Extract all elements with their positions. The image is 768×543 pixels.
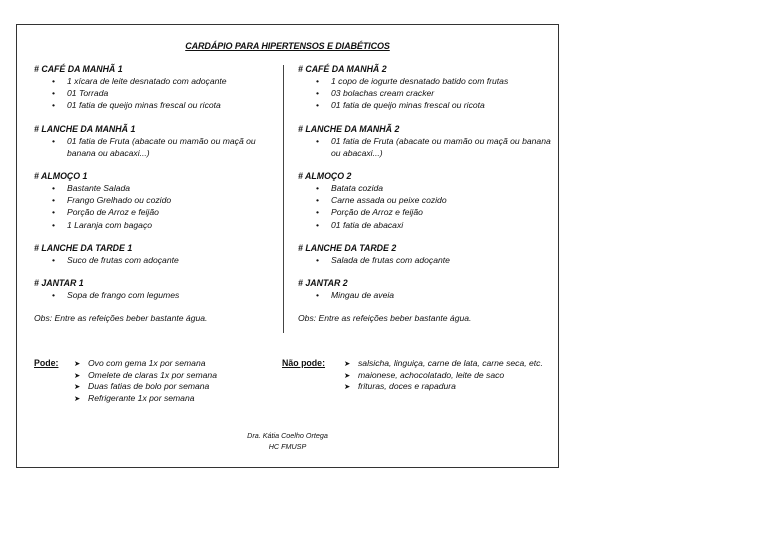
list-item: • 01 fatia de queijo minas frescal ou ricota [67, 99, 284, 111]
list-item: • 01 Torrada [67, 87, 284, 99]
menu-2-section [298, 123, 553, 159]
section-heading: # JANTAR 1 [34, 278, 84, 289]
signature-name: Dra. Kátia Coelho Ortega [247, 431, 328, 440]
item-list [34, 75, 284, 112]
list-item: • Carne assada ou peixe cozido [331, 194, 553, 206]
menu-1-section [34, 63, 284, 112]
item-list [34, 254, 284, 266]
item-list [298, 135, 553, 159]
menu-2-section [298, 170, 553, 231]
item-list [298, 182, 553, 231]
menu-1-column [34, 63, 284, 324]
item-list [34, 289, 284, 301]
list-item: • 01 fatia de Fruta (abacate ou mamão ou maçã ou banana ou abacaxi...) [331, 135, 553, 159]
list-item: ➤ maionese, achocolatado, leite de saco [344, 370, 554, 382]
menu-1-section [34, 170, 284, 231]
column-divider [283, 65, 284, 333]
list-item: • Bastante Salada [67, 182, 284, 194]
menu-2-column [298, 63, 553, 324]
menu-1-section [34, 123, 284, 159]
list-item: • Salada de frutas com adoçante [331, 254, 553, 266]
list-item: ➤ Duas fatias de bolo por semana [74, 381, 284, 393]
observation-note: Obs: Entre as refeições beber bastante água. [34, 313, 208, 324]
list-item: • 1 copo de iogurte desnatado batido com frutas [331, 75, 553, 87]
section-heading: # ALMOÇO 1 [34, 171, 88, 182]
list-item: ➤ salsicha, linguiça, carne de lata, carne seca, etc. [344, 358, 554, 370]
not-allowed-label: Não pode: [282, 358, 326, 368]
item-list [298, 254, 553, 266]
item-list [34, 182, 284, 231]
allowed-label: Pode: [34, 358, 59, 368]
item-list [34, 135, 284, 159]
list-item: ➤ Refrigerante 1x por semana [74, 393, 284, 405]
signature [17, 430, 558, 452]
section-heading: # LANCHE DA MANHÃ 1 [34, 123, 136, 134]
list-item: ➤ Ovo com gema 1x por semana [74, 358, 284, 370]
menu-2-section [298, 277, 553, 301]
list-item: • Porção de Arroz e feijão [331, 206, 553, 218]
section-heading: # ALMOÇO 2 [298, 171, 352, 182]
item-list [298, 289, 553, 301]
section-heading: # CAFÉ DA MANHÃ 1 [34, 64, 123, 74]
section-heading: # LANCHE DA TARDE 1 [34, 242, 133, 253]
menu-1-section [34, 277, 284, 301]
section-heading: # CAFÉ DA MANHÃ 2 [298, 64, 387, 74]
list-item: • Porção de Arroz e feijão [67, 206, 284, 218]
list-item: • Suco de frutas com adoçante [67, 254, 284, 266]
list-item: • Frango Grelhado ou cozido [67, 194, 284, 206]
observation-note: Obs: Entre as refeições beber bastante água. [298, 313, 472, 324]
list-item: • 03 bolachas cream cracker [331, 87, 553, 99]
list-item: ➤ frituras, doces e rapadura [344, 381, 554, 393]
section-heading: # LANCHE DA TARDE 2 [298, 242, 397, 253]
list-item: ➤ Omelete de claras 1x por semana [74, 370, 284, 382]
document-title: CARDÁPIO PARA HIPERTENSOS E DIABÉTICOS [185, 41, 390, 51]
menu-2-section [298, 242, 553, 266]
list-item: • Mingau de aveia [331, 289, 553, 301]
section-heading: # JANTAR 2 [298, 278, 348, 289]
signature-institution: HC FMUSP [268, 442, 307, 451]
list-item: • Batata cozida [331, 182, 553, 194]
menu-1-section [34, 242, 284, 266]
list-item: • 1 xícara de leite desnatado com adoçante [67, 75, 284, 87]
list-item: • Sopa de frango com legumes [67, 289, 284, 301]
menu-2-section [298, 63, 553, 112]
list-item: • 01 fatia de queijo minas frescal ou ricota [331, 99, 553, 111]
not-allowed-list [344, 358, 554, 393]
section-heading: # LANCHE DA MANHÃ 2 [298, 123, 400, 134]
list-item: • 01 fatia de Fruta (abacate ou mamão ou maçã ou banana ou abacaxi...) [67, 135, 284, 159]
menu-document [16, 24, 559, 468]
list-item: • 1 Laranja com bagaço [67, 219, 284, 231]
list-item: • 01 fatia de abacaxi [331, 219, 553, 231]
allowed-list [74, 358, 284, 404]
item-list [298, 75, 553, 112]
